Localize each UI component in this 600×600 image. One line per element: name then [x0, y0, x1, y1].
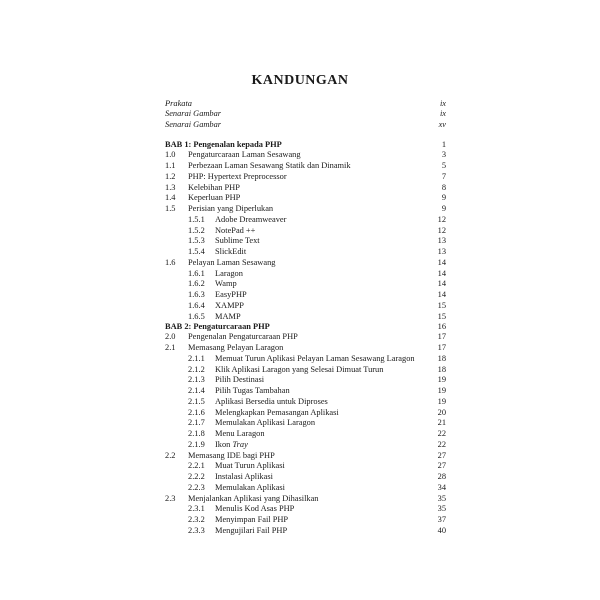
toc-entry-text: Senarai Gambar — [165, 120, 222, 129]
toc-entry-text: Memuat Turun Aplikasi Pelayan Laman Sesawang Laragon — [215, 353, 415, 363]
toc-row — [0, 460, 600, 471]
toc-page-number: 19 — [437, 375, 446, 385]
toc-entry-text: Pengaturcaraan Laman Sesawang — [188, 150, 301, 160]
toc-row — [0, 514, 600, 525]
toc-entry-text: Melengkapkan Pemasangan Aplikasi — [215, 407, 339, 417]
toc-entry-italic-text: Tray — [232, 439, 248, 449]
toc-entry-text: Kelebihan PHP — [188, 182, 240, 192]
toc-entry-number: 1.5.2 — [188, 225, 205, 235]
toc-page-number: 14 — [437, 257, 446, 267]
toc-page-number: 13 — [437, 247, 446, 256]
toc-entry-number: 2.2.3 — [188, 482, 205, 492]
toc-page-number: 3 — [441, 150, 446, 160]
toc-entry-text: Perisian yang Diperlukan — [188, 204, 274, 213]
toc-entry-text: Memasang Pelayan Laragon — [188, 343, 284, 352]
toc-entry-number: 2.3.2 — [188, 515, 205, 524]
toc-page-number: 17 — [437, 343, 446, 352]
toc-page-number: 40 — [437, 525, 446, 535]
toc-entry-text: Wamp — [215, 279, 237, 289]
toc-entry-number: 1.6.2 — [188, 279, 205, 289]
chapter-title: BAB 2: Pengaturcaraan PHP — [165, 321, 270, 331]
toc-row — [0, 300, 600, 311]
toc-page-number: 12 — [437, 214, 446, 224]
toc-entry-number: 1.3 — [165, 182, 176, 192]
toc-entry-number: 2.3 — [165, 493, 176, 503]
toc-row — [0, 235, 600, 246]
toc-row — [0, 257, 600, 268]
toc-row — [0, 525, 600, 536]
toc-entry-number: 2.1.8 — [188, 429, 205, 438]
toc-entry-text: Sublime Text — [215, 236, 260, 246]
toc-entry-text: Menyimpan Fail PHP — [215, 515, 289, 524]
toc-entry-text: EasyPHP — [215, 290, 247, 299]
toc-row — [0, 482, 600, 493]
toc-page-number: 14 — [437, 279, 446, 289]
toc-row — [0, 246, 600, 257]
toc-page-number: 20 — [437, 407, 446, 417]
toc-entry-text: Adobe Dreamweaver — [215, 214, 287, 224]
toc-page-number: 9 — [441, 193, 446, 203]
toc-row — [0, 407, 600, 418]
toc-page-number: 27 — [437, 450, 446, 460]
toc-entry-text: Muat Turun Aplikasi — [215, 461, 285, 471]
toc-row — [0, 203, 600, 214]
toc-entry-text: Pengenalan Pengaturcaraan PHP — [188, 332, 298, 342]
toc-entry-number: 1.6.3 — [188, 290, 205, 299]
toc-entry-number: 2.1.5 — [188, 396, 205, 406]
toc-entry-text: Mengujilari Fail PHP — [215, 525, 288, 535]
toc-page-number: 13 — [437, 236, 446, 246]
toc-page-number: xv — [438, 120, 446, 129]
toc-row — [0, 192, 600, 203]
toc-entry-text: Ikon Tray — [215, 439, 248, 449]
toc-entry-number: 2.0 — [165, 332, 176, 342]
toc-entry-number: 1.0 — [165, 150, 176, 160]
toc-row — [0, 182, 600, 193]
toc-entry-number: 1.2 — [165, 171, 176, 181]
toc-entry-number: 2.2.1 — [188, 461, 205, 471]
toc-entry-text: Senarai Gambar — [165, 109, 222, 119]
toc-row — [0, 171, 600, 182]
toc-entry-number: 2.1.2 — [188, 364, 205, 374]
toc-page-number: 35 — [437, 493, 446, 503]
toc-entry-number: 2.1.9 — [188, 439, 205, 449]
toc-page-number: 15 — [437, 311, 446, 321]
toc-row — [0, 342, 600, 353]
toc-entry-text: MAMP — [215, 311, 241, 321]
toc-row — [0, 493, 600, 504]
toc-row — [0, 331, 600, 342]
toc-row — [0, 471, 600, 482]
toc-row — [0, 149, 600, 160]
toc-entry-number: 1.5.4 — [188, 247, 205, 256]
toc-entry-text: Aplikasi Bersedia untuk Diproses — [215, 396, 328, 406]
toc-row — [0, 396, 600, 407]
toc-page-number: 1 — [441, 139, 446, 149]
toc-entry-number: 2.1.3 — [188, 375, 205, 385]
toc-page-number: 18 — [437, 353, 446, 363]
toc-entry-number: 2.2.2 — [188, 472, 205, 481]
toc-page-number: 21 — [437, 418, 446, 428]
toc-page-number: 28 — [437, 472, 446, 481]
toc-entry-text: Memulakan Aplikasi — [215, 482, 286, 492]
toc-entry-number: 1.6.4 — [188, 300, 205, 310]
toc-row — [0, 289, 600, 300]
toc-entry-text: Keperluan PHP — [188, 193, 241, 203]
toc-entry-number: 1.4 — [165, 193, 176, 203]
toc-entry-text: Laragon — [215, 268, 243, 278]
toc-page-number: 27 — [437, 461, 446, 471]
toc-row — [0, 428, 600, 439]
toc-row — [0, 374, 600, 385]
toc-row — [0, 160, 600, 171]
toc-entry-number: 1.5.1 — [188, 214, 205, 224]
toc-row — [0, 417, 600, 428]
toc-entry-number: 2.3.3 — [188, 525, 205, 535]
toc-entry-number: 2.3.1 — [188, 504, 205, 514]
front-matter-row — [0, 98, 600, 109]
toc-page-number: ix — [439, 109, 446, 119]
toc-entry-text: SlickEdit — [215, 247, 247, 256]
toc-entry-number: 2.1.1 — [188, 353, 205, 363]
page-title: KANDUNGAN — [251, 73, 349, 88]
toc-entry-text: PHP: Hypertext Preprocessor — [188, 171, 287, 181]
toc-entry-text: Memasang IDE bagi PHP — [188, 450, 275, 460]
toc-entry-number: 2.1.7 — [188, 418, 205, 428]
toc-page-number: 9 — [441, 204, 446, 213]
toc-entry-text: Menjalankan Aplikasi yang Dihasilkan — [188, 493, 319, 503]
toc-page-number: 37 — [437, 515, 446, 524]
toc-row — [0, 278, 600, 289]
toc-entry-number: 2.2 — [165, 450, 176, 460]
toc-entry-number: 1.6 — [165, 257, 176, 267]
toc-entry-text: NotePad ++ — [215, 225, 256, 235]
toc-entry-number: 2.1.6 — [188, 407, 205, 417]
toc-page-number: 14 — [437, 290, 446, 299]
toc-page-number: 15 — [437, 300, 446, 310]
toc-page-number: 12 — [437, 225, 446, 235]
toc-page-number: 16 — [437, 321, 446, 331]
toc-row — [0, 225, 600, 236]
toc-page-number: 14 — [437, 268, 446, 278]
toc-page-number: 22 — [437, 429, 446, 438]
toc-row — [0, 214, 600, 225]
toc-page-number: 8 — [441, 182, 446, 192]
toc-entry-text: Menulis Kod Asas PHP — [215, 504, 295, 514]
toc-entry-number: 2.1 — [165, 343, 176, 352]
toc-page-number: ix — [439, 98, 446, 108]
toc-entry-number: 1.1 — [165, 161, 176, 170]
toc-entry-number: 1.6.1 — [188, 268, 205, 278]
toc-row — [0, 439, 600, 450]
toc-row — [0, 503, 600, 514]
toc-page-number: 7 — [441, 171, 446, 181]
toc-entry-number: 2.1.4 — [188, 386, 205, 395]
toc-row — [0, 364, 600, 375]
toc-entry-text: Prakata — [165, 98, 192, 108]
toc-row — [0, 353, 600, 364]
toc-page-number: 34 — [437, 482, 446, 492]
toc-page-number: 22 — [437, 439, 446, 449]
toc-entry-text: Memulakan Aplikasi Laragon — [215, 418, 316, 428]
toc-row — [0, 268, 600, 279]
toc-entry-text: XAMPP — [215, 300, 244, 310]
toc-entry-text: Instalasi Aplikasi — [215, 472, 273, 481]
toc-entry-text: Pilih Tugas Tambahan — [215, 386, 290, 395]
front-matter-row — [0, 119, 600, 130]
toc-page-number: 18 — [437, 364, 446, 374]
toc-entry-text: Menu Laragon — [215, 429, 265, 438]
toc-entry-text: Pelayan Laman Sesawang — [188, 257, 276, 267]
chapter-heading — [0, 139, 600, 150]
toc-entry-text: Perbezaan Laman Sesawang Statik dan Dinamik — [188, 161, 351, 170]
toc-page-number: 5 — [441, 161, 446, 170]
toc-entry-text: Klik Aplikasi Laragon yang Selesai Dimuat Turun — [215, 364, 384, 374]
toc-entry-number: 1.5 — [165, 204, 176, 213]
front-matter-row — [0, 108, 600, 119]
chapter-heading — [0, 321, 600, 332]
toc-page-number: 17 — [437, 332, 446, 342]
toc-entry-text: Pilih Destinasi — [215, 375, 265, 385]
toc-page-number: 35 — [437, 504, 446, 514]
toc-row — [0, 450, 600, 461]
toc-row — [0, 385, 600, 396]
toc-entry-number: 1.6.5 — [188, 311, 205, 321]
toc-page-number: 19 — [437, 386, 446, 395]
toc-entry-number: 1.5.3 — [188, 236, 205, 246]
toc-page-number: 19 — [437, 396, 446, 406]
chapter-title: BAB 1: Pengenalan kepada PHP — [165, 139, 282, 149]
